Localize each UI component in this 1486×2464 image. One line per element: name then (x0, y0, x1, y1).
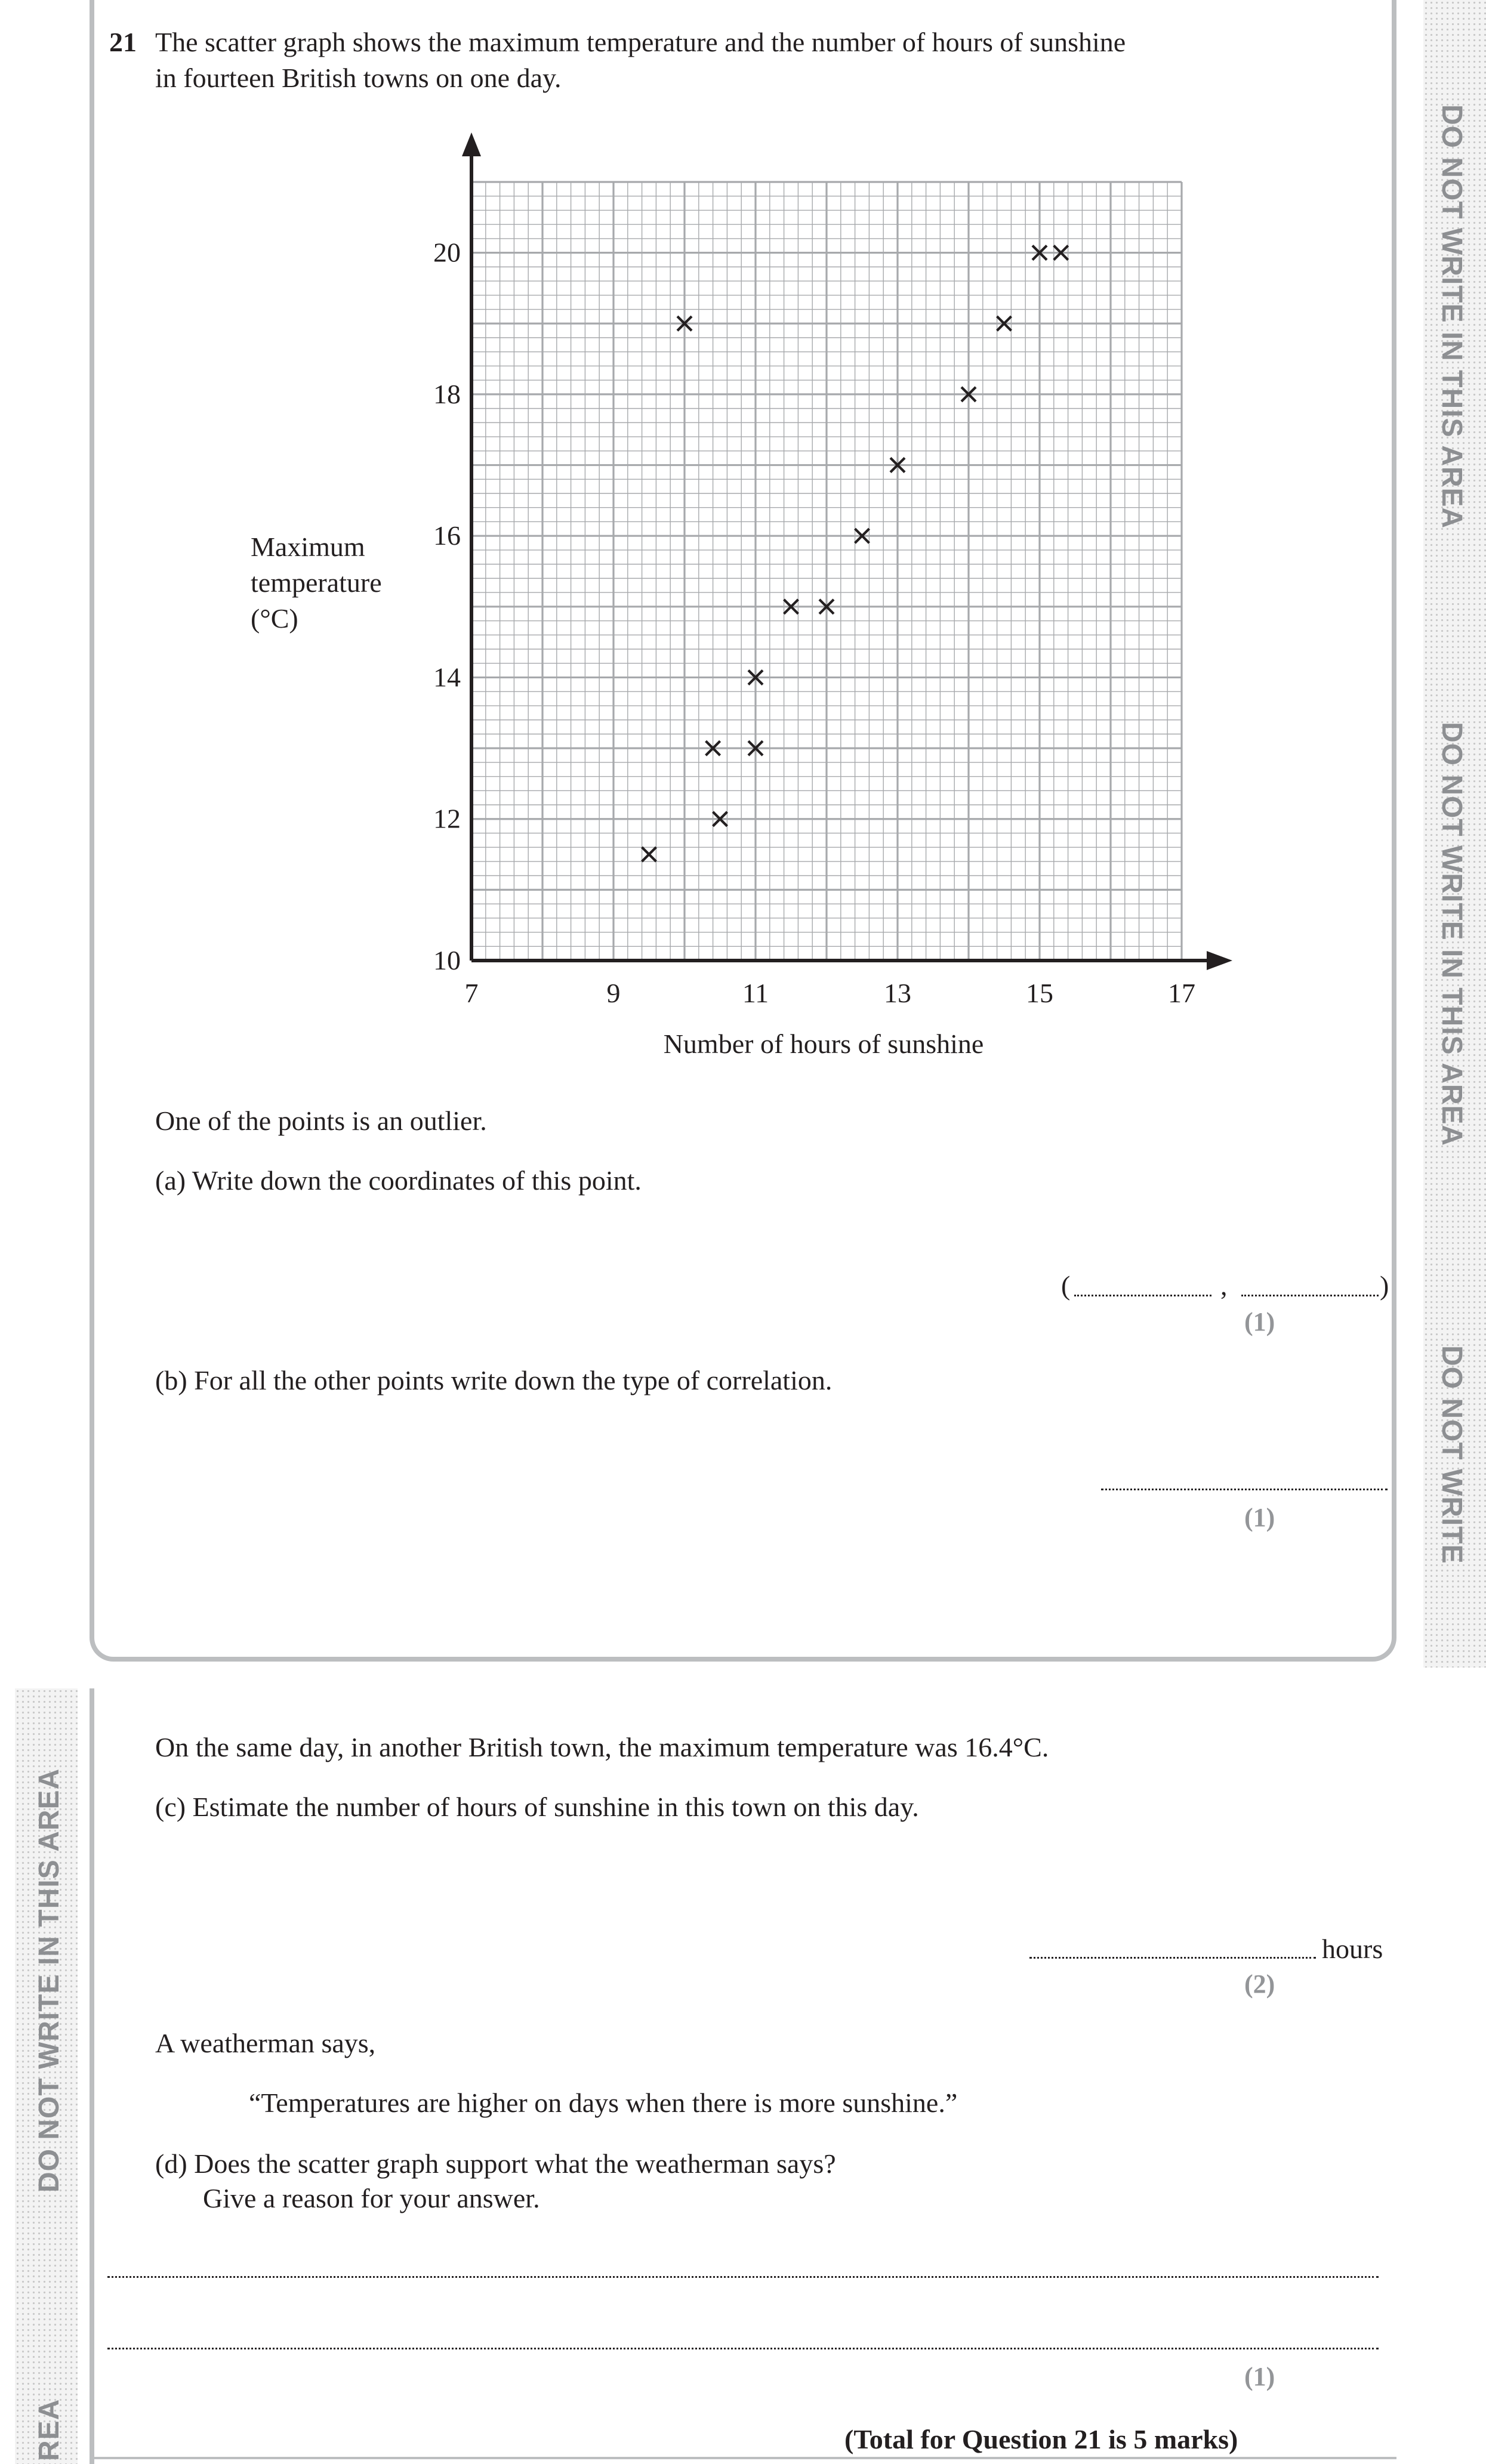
part-c-question: (c) Estimate the number of hours of sunshine in this town on this day. (155, 1792, 919, 1822)
part-a-close-bracket: ) (1380, 1270, 1389, 1301)
weatherman-intro: A weatherman says, (155, 2028, 376, 2058)
margin-warning-left-2: REA (33, 2398, 65, 2461)
question-frame-left-border (90, 1688, 94, 2464)
y-axis-label-line: temperature (251, 567, 382, 598)
part-a-answer-y-field[interactable] (1241, 1295, 1379, 1296)
page-bottom-rule (90, 2457, 1396, 2459)
y-tick-label: 16 (433, 520, 461, 551)
continuation-context: On the same day, in another British town, the maximum temperature was 16.4°C. (155, 1732, 1049, 1762)
margin-warning-left-1: DO NOT WRITE IN THIS AREA (33, 1768, 65, 2193)
y-tick-label: 14 (433, 662, 461, 693)
x-tick-label: 7 (464, 978, 479, 1008)
y-tick-label: 12 (433, 803, 461, 834)
part-b-marks: (1) (1244, 1503, 1275, 1532)
x-tick-label: 13 (884, 978, 911, 1008)
weatherman-quote: “Temperatures are higher on days when there is more sunshine.” (249, 2088, 958, 2118)
y-tick-label: 20 (433, 237, 461, 268)
part-a-marks: (1) (1244, 1307, 1275, 1336)
part-c-unit: hours (1322, 1934, 1383, 1964)
y-axis-label-line: Maximum (251, 532, 365, 562)
part-d-marks: (1) (1244, 2362, 1275, 2391)
data-point (642, 847, 656, 862)
x-axis-arrowhead (1207, 951, 1232, 970)
part-a-answer-x-field[interactable] (1074, 1295, 1211, 1296)
margin-warning-right-3: DO NOT WRITE (1436, 1345, 1467, 1564)
question-total: (Total for Question 21 is 5 marks) (844, 2424, 1238, 2454)
question-number: 21 (109, 27, 137, 57)
part-a-comma: , (1220, 1270, 1228, 1301)
part-b-answer-field[interactable] (1101, 1489, 1388, 1490)
part-a-open-bracket: ( (1061, 1270, 1071, 1301)
part-b-question: (b) For all the other points write down the type of correlation. (155, 1365, 833, 1395)
part-c-marks: (2) (1244, 1969, 1275, 1999)
x-tick-label: 17 (1168, 978, 1195, 1008)
question-intro-line-2: in fourteen British towns on one day. (155, 63, 562, 93)
outlier-statement: One of the points is an outlier. (155, 1106, 487, 1136)
x-axis-label: Number of hours of sunshine (663, 1029, 984, 1059)
part-d-question-line-1: (d) Does the scatter graph support what the weatherman says? (155, 2148, 836, 2179)
x-tick-label: 9 (606, 978, 621, 1008)
y-axis-label-line: (°C) (251, 603, 298, 634)
grid-lines (471, 182, 1182, 961)
y-tick-label: 10 (433, 945, 461, 975)
x-tick-label: 15 (1026, 978, 1053, 1008)
part-d-question-line-2: Give a reason for your answer. (203, 2183, 540, 2213)
part-c-answer-field[interactable] (1029, 1957, 1316, 1959)
scatter-graph (0, 0, 1486, 1074)
y-axis-arrowhead (462, 132, 481, 156)
margin-warning-right-2: DO NOT WRITE IN THIS AREA (1436, 722, 1467, 1147)
part-a-question: (a) Write down the coordinates of this point. (155, 1165, 642, 1196)
x-tick-label: 11 (742, 978, 769, 1008)
part-d-answer-line-1[interactable] (107, 2276, 1379, 2278)
part-d-answer-line-2[interactable] (107, 2348, 1379, 2349)
margin-warning-right-1: DO NOT WRITE IN THIS AREA (1436, 104, 1467, 529)
y-tick-label: 18 (433, 378, 461, 409)
question-intro-line-1: The scatter graph shows the maximum temperature and the number of hours of sunshine (155, 27, 1126, 57)
